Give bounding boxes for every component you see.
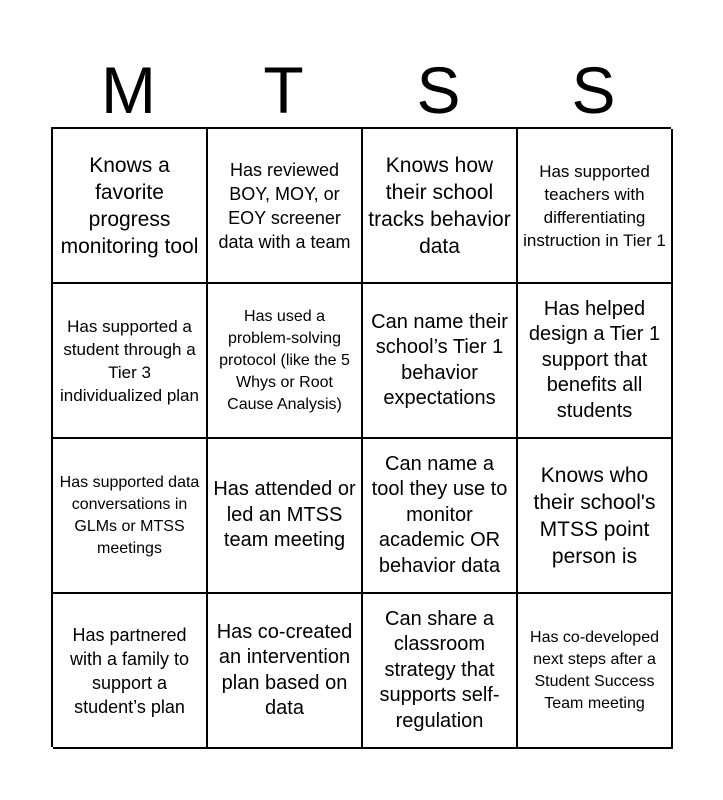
cell-text: Has reviewed BOY, MOY, or EOY screener data with a team	[218, 159, 351, 252]
cell-text: Can name a tool they use to monitor academic OR behavior data	[371, 452, 508, 577]
bingo-cell-r1c2[interactable]	[208, 129, 363, 284]
cell-text: Knows a favorite progress monitoring tool	[60, 153, 199, 258]
bingo-cell-r2c4[interactable]	[518, 284, 673, 439]
header-letter-t: T	[263, 53, 304, 127]
cell-text: Has attended or led an MTSS team meeting	[213, 478, 356, 552]
cell-text: Has supported a student through a Tier 3 individualized plan	[60, 316, 199, 405]
bingo-cell-r3c4[interactable]	[518, 439, 673, 594]
cell-text: Has partnered with a family to support a student’s plan	[69, 624, 190, 717]
cell-text: Has supported teachers with differentiating instruction in Tier 1	[523, 161, 666, 250]
cell-text: Knows who their school's MTSS point person is	[533, 463, 656, 568]
cell-text: Has co-developed next steps after a Student Success Team meeting	[530, 628, 659, 712]
bingo-cell-r2c2[interactable]	[208, 284, 363, 439]
bingo-cell-r1c4[interactable]	[518, 129, 673, 284]
cell-text: Has co-created an intervention plan based on data	[216, 620, 353, 719]
bingo-board	[51, 127, 671, 747]
cell-text: Has supported data conversations in GLMs or MTSS meetings	[59, 473, 200, 557]
cell-text: Can share a classroom strategy that supports self-regulation	[379, 607, 500, 732]
bingo-cell-r3c1[interactable]	[53, 439, 208, 594]
bingo-cell-r3c3[interactable]	[363, 439, 518, 594]
header-letter-s2: S	[571, 53, 616, 127]
bingo-cell-r2c1[interactable]	[53, 284, 208, 439]
cell-text: Knows how their school tracks behavior data	[368, 153, 511, 258]
cell-text: Has used a problem-solving protocol (like the 5 Whys or Root Cause Analysis)	[219, 307, 350, 413]
bingo-cell-r2c3[interactable]	[363, 284, 518, 439]
bingo-cell-r1c3[interactable]	[363, 129, 518, 284]
cell-text: Has helped design a Tier 1 support that benefits all students	[528, 297, 661, 422]
header-letter-m: M	[101, 53, 156, 127]
bingo-cell-r4c3[interactable]	[363, 594, 518, 749]
bingo-cell-r4c1[interactable]	[53, 594, 208, 749]
header-letter-s1: S	[416, 53, 461, 127]
bingo-cell-r4c2[interactable]	[208, 594, 363, 749]
bingo-cell-r1c1[interactable]	[53, 129, 208, 284]
bingo-header	[51, 52, 671, 128]
cell-text: Can name their school’s Tier 1 behavior expectations	[371, 310, 508, 409]
bingo-cell-r3c2[interactable]	[208, 439, 363, 594]
bingo-cell-r4c4[interactable]	[518, 594, 673, 749]
